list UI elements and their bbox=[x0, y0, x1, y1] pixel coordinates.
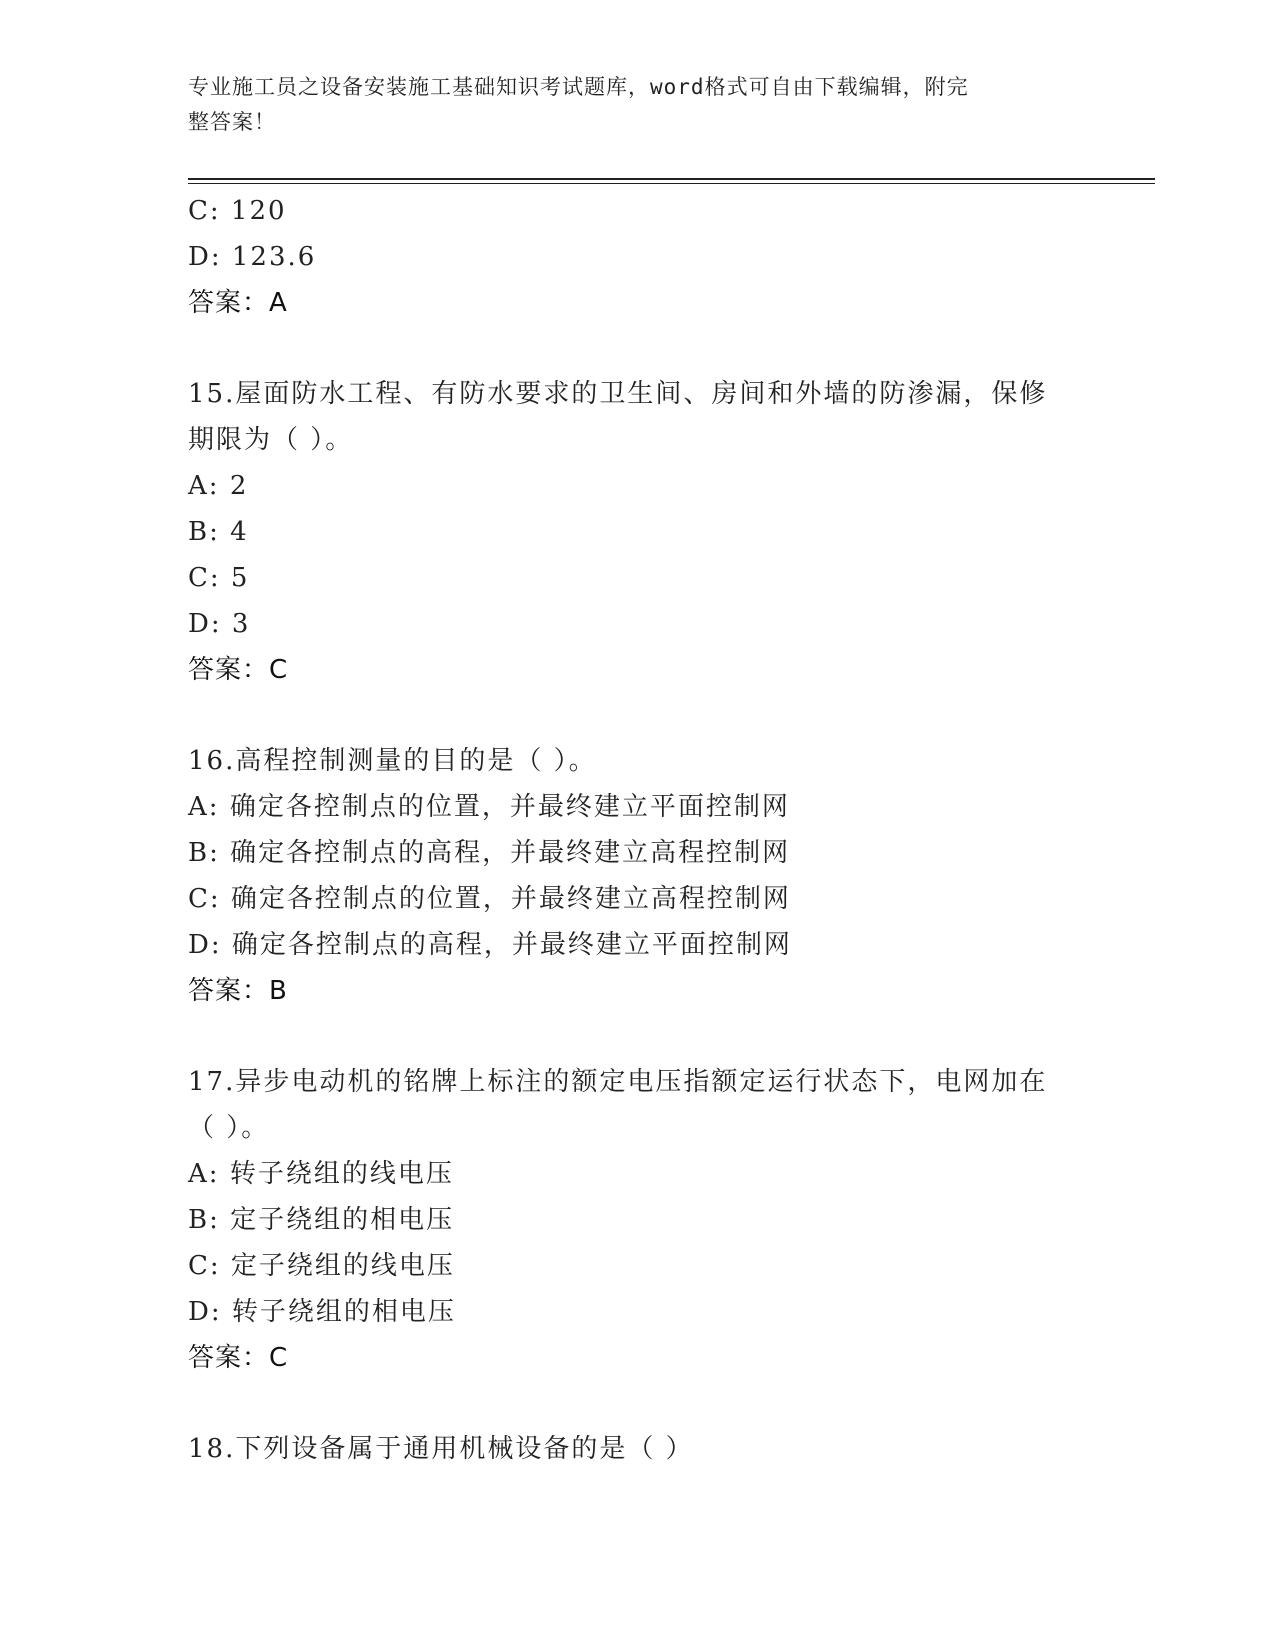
option-a: A: 转子绕组的线电压 bbox=[188, 1159, 454, 1189]
option-d: D: 确定各控制点的高程，并最终建立平面控制网 bbox=[188, 930, 792, 960]
question-stem: 16.高程控制测量的目的是（ ）。 bbox=[188, 746, 597, 776]
option-b: B: 定子绕组的相电压 bbox=[188, 1205, 455, 1235]
answer-label: 答案：C bbox=[188, 655, 289, 685]
question-14-continued bbox=[188, 188, 1088, 326]
answer-label: 答案：C bbox=[188, 1343, 289, 1373]
question-16 bbox=[188, 738, 1088, 1014]
header-divider-thin bbox=[188, 183, 1155, 184]
option-a: A: 2 bbox=[188, 471, 249, 501]
question-15 bbox=[188, 371, 1088, 693]
answer-label: 答案：B bbox=[188, 976, 288, 1006]
option-c: C: 确定各控制点的位置，并最终建立高程控制网 bbox=[188, 884, 791, 914]
question-stem: 18.下列设备属于通用机械设备的是（ ） bbox=[188, 1434, 694, 1464]
option-c: C: 5 bbox=[188, 563, 250, 593]
page-header bbox=[188, 70, 1088, 140]
question-stem-continued: （ ）。 bbox=[188, 1113, 270, 1143]
question-stem-continued: 期限为（ ）。 bbox=[188, 425, 354, 455]
option-c: C: 定子绕组的线电压 bbox=[188, 1251, 455, 1281]
answer-label: 答案：A bbox=[188, 288, 288, 318]
question-stem: 17.异步电动机的铭牌上标注的额定电压指额定运行状态下，电网加在 bbox=[188, 1067, 1048, 1097]
question-18 bbox=[188, 1426, 1088, 1472]
question-stem: 15.屋面防水工程、有防水要求的卫生间、房间和外墙的防渗漏，保修 bbox=[188, 379, 1048, 409]
header-line-1: 专业施工员之设备安装施工基础知识考试题库，word格式可自由下载编辑，附完 bbox=[188, 75, 969, 99]
option-d: D: 3 bbox=[188, 609, 251, 639]
document-body bbox=[188, 188, 1088, 1472]
header-divider-thick bbox=[188, 178, 1155, 180]
option-d: D: 123.6 bbox=[188, 242, 317, 272]
header-line-2: 整答案！ bbox=[188, 110, 276, 134]
option-b: B: 确定各控制点的高程，并最终建立高程控制网 bbox=[188, 838, 791, 868]
question-17 bbox=[188, 1059, 1088, 1381]
option-c: C: 120 bbox=[188, 196, 287, 226]
option-d: D: 转子绕组的相电压 bbox=[188, 1297, 456, 1327]
option-a: A: 确定各控制点的位置，并最终建立平面控制网 bbox=[188, 792, 790, 822]
option-b: B: 4 bbox=[188, 517, 249, 547]
